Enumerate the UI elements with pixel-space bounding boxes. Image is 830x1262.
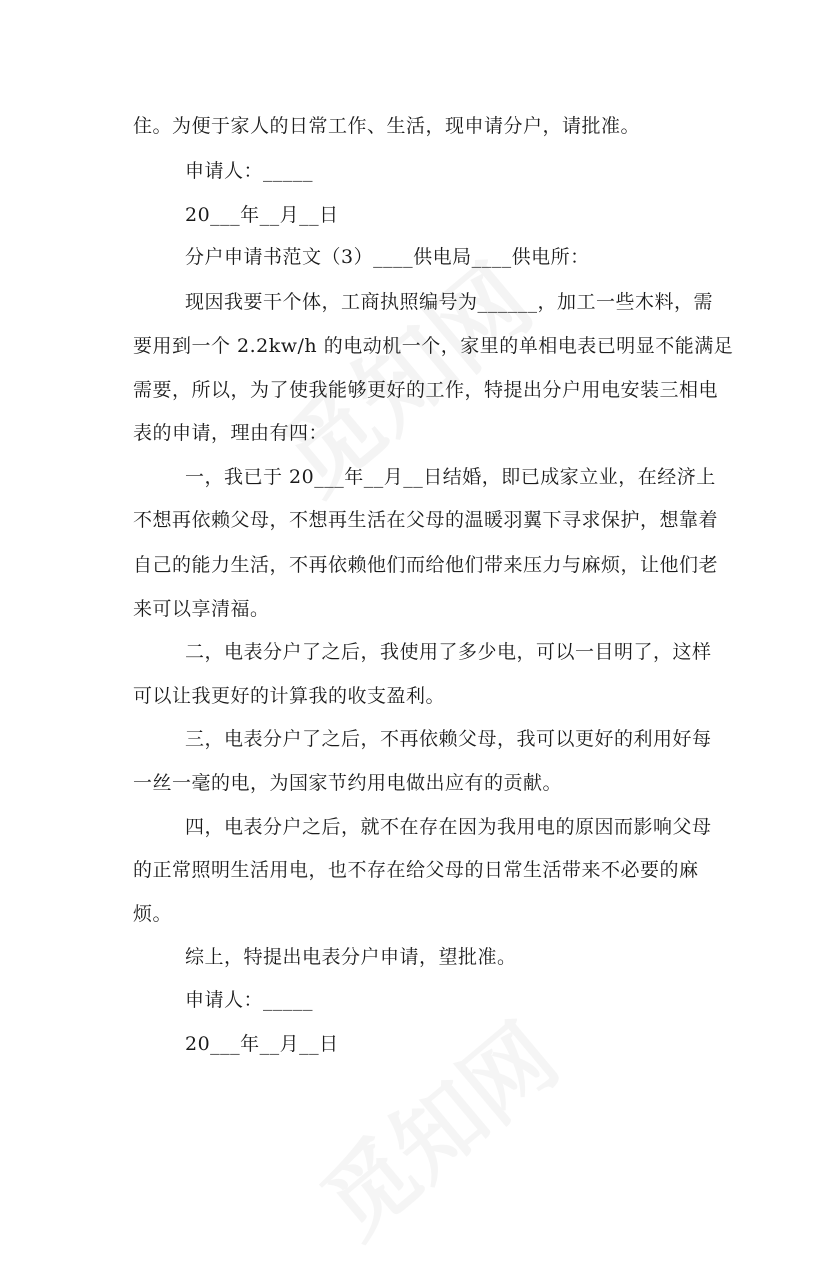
- paragraph-line: 不想再依赖父母，不想再生活在父母的温暖羽翼下寻求保护，想靠着: [133, 509, 719, 531]
- paragraph-line: 烦。: [133, 903, 173, 925]
- paragraph-line: 表的申请，理由有四：: [133, 422, 329, 444]
- paragraph-line: 三，电表分户了之后，不再依赖父母，我可以更好的利用好每: [185, 728, 712, 750]
- section-heading: 分户申请书范文（3）____供电局____供电所：: [185, 246, 590, 268]
- paragraph-line: 自己的能力生活，不再依赖他们而给他们带来压力与麻烦，让他们老: [133, 554, 719, 576]
- date-line: 20___年__月__日: [185, 204, 339, 226]
- date-line: 20___年__月__日: [185, 1033, 339, 1055]
- paragraph-line: 需要，所以，为了使我能够更好的工作，特提出分户用电安装三相电: [133, 379, 719, 401]
- paragraph-line: 一，我已于 20___年__月__日结婚，即已成家立业，在经济上: [185, 466, 716, 488]
- paragraph-line: 一丝一毫的电，为国家节约用电做出应有的贡献。: [133, 772, 563, 794]
- paragraph-line: 可以让我更好的计算我的收支盈利。: [133, 685, 446, 707]
- paragraph-line: 要用到一个 2.2kw/h 的电动机一个，家里的单相电表已明显不能满足: [133, 335, 734, 357]
- paragraph-line: 的正常照明生活用电，也不存在给父母的日常生活带来不必要的麻: [133, 859, 699, 881]
- paragraph-line: 四，电表分户之后，就不在存在因为我用电的原因而影响父母: [185, 816, 712, 838]
- paragraph-line: 来可以享清福。: [133, 598, 270, 620]
- applicant-line: 申请人：_____: [185, 160, 314, 182]
- watermark-bottom: [290, 988, 580, 1261]
- paragraph-line: 住。为便于家人的日常工作、生活，现申请分户，请批准。: [133, 115, 641, 137]
- paragraph-line: 二，电表分户了之后，我使用了多少电，可以一目明了，这样: [185, 641, 712, 663]
- applicant-line: 申请人：_____: [185, 989, 314, 1011]
- paragraph-line: 现因我要干个体，工商执照编号为______，加工一些木料，需: [185, 291, 714, 313]
- conclusion-line: 综上，特提出电表分户申请，望批准。: [185, 946, 517, 968]
